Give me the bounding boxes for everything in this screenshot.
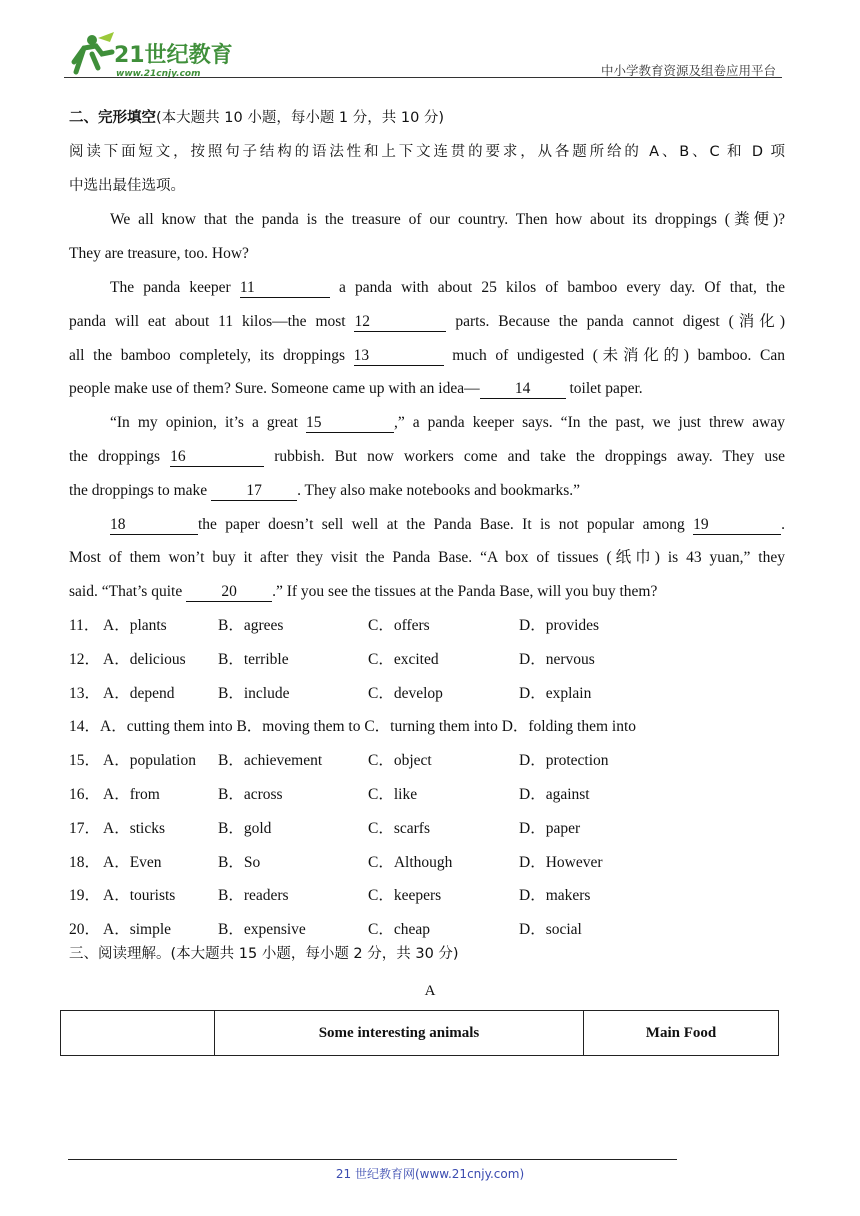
question-number: 18． [69, 853, 101, 871]
question-number: 15． [69, 752, 101, 770]
table-header-cell [61, 1011, 215, 1056]
passage-line: said. “That’s quite 20 .” If you see the tissues at the Panda Base, will you buy them? [69, 583, 658, 601]
svg-text:21世纪教育: 21世纪教育 [114, 43, 232, 68]
option-row-14[interactable]: 14．A．cutting them into B．moving them to C．turning them into D．folding them into [69, 718, 637, 736]
section-title: 二、完形填空(本大题共 10 小题，每小题 1 分，共 10 分) [69, 110, 445, 126]
question-number: 19． [69, 887, 101, 905]
option-row [69, 778, 785, 812]
blank-17[interactable]: 17 [211, 482, 297, 501]
blank-19[interactable]: 19 [693, 516, 781, 535]
option-c[interactable]: C．keepers [368, 887, 442, 905]
option-c[interactable]: C．object [368, 752, 432, 770]
option-a[interactable]: A．from [103, 785, 160, 803]
passage-line: Most of them won’t buy it after they visit the Panda Base. “A box of tissues (纸巾) is 43 yuan,” they [69, 549, 785, 567]
footer-link[interactable]: 21 世纪教育网(www.21cnjy.com) [335, 1167, 525, 1181]
option-row [69, 812, 785, 846]
option-d[interactable]: D．against [519, 785, 590, 803]
blank-13[interactable]: 13 [354, 347, 444, 366]
option-row [69, 879, 785, 913]
option-b[interactable]: B．readers [218, 887, 289, 905]
option-a[interactable]: A．Even [103, 853, 162, 871]
option-d[interactable]: D．social [519, 921, 582, 939]
option-c[interactable]: C．develop [368, 684, 443, 702]
site-logo [62, 32, 232, 80]
option-b[interactable]: B．across [218, 785, 283, 803]
table-header-cell: Some interesting animals [215, 1011, 584, 1056]
question-number: 11． [69, 616, 100, 634]
question-number: 20． [69, 921, 101, 939]
passage-line: panda will eat about 11 kilos—the most 12 parts. Because the panda cannot digest (消化) [69, 312, 785, 330]
question-number: 13． [69, 684, 101, 702]
option-d[interactable]: D．paper [519, 819, 581, 837]
blank-15[interactable]: 15 [306, 414, 394, 433]
option-a[interactable]: A．depend [103, 684, 175, 702]
option-a[interactable]: A．plants [103, 616, 167, 634]
table-header-row [61, 1011, 779, 1056]
question-number: 12． [69, 650, 101, 668]
footer-divider [68, 1159, 677, 1160]
instruction-line: 阅读下面短文，按照句子结构的语法性和上下文连贯的要求，从各题所给的 A、B、C 和 D 项 [69, 143, 785, 160]
blank-18[interactable]: 18 [110, 516, 198, 535]
blank-14[interactable]: 14 [480, 380, 566, 399]
option-c[interactable]: C．cheap [368, 921, 430, 939]
option-b[interactable]: B．achievement [218, 752, 323, 770]
cloze-section [69, 102, 785, 947]
option-c[interactable]: C．offers [368, 616, 430, 634]
option-b[interactable]: B．So [218, 853, 261, 871]
option-b[interactable]: B．gold [218, 819, 272, 837]
option-row [69, 643, 785, 677]
instruction-line: 中选出最佳选项。 [69, 177, 185, 194]
option-a[interactable]: A．tourists [103, 887, 176, 905]
table-header-cell: Main Food [584, 1011, 779, 1056]
passage-letter: A [424, 983, 436, 999]
svg-text:www.21cnjy.com: www.21cnjy.com [116, 69, 201, 79]
option-a[interactable]: A．simple [103, 921, 172, 939]
reading-section-title: 三、阅读理解。(本大题共 15 小题，每小题 2 分，共 30 分) [69, 946, 459, 962]
animals-table [60, 1010, 779, 1056]
header-platform-text: 中小学教育资源及组卷应用平台 [600, 63, 776, 78]
option-row [69, 609, 785, 643]
passage-line: “In my opinion, it’s a great 15 ,” a panda keeper says. “In the past, we just threw away [110, 414, 785, 432]
option-b[interactable]: B．include [218, 684, 290, 702]
option-d[interactable]: D．protection [519, 752, 609, 770]
option-d[interactable]: D．However [519, 853, 603, 871]
option-a[interactable]: A．population [103, 752, 196, 770]
blank-12[interactable]: 12 [354, 313, 446, 332]
blank-20[interactable]: 20 [186, 583, 272, 602]
option-b[interactable]: B．terrible [218, 650, 289, 668]
option-b[interactable]: B．expensive [218, 921, 306, 939]
option-row [69, 846, 785, 880]
blank-16[interactable]: 16 [170, 448, 264, 467]
passage-line: people make use of them? Sure. Someone came up with an idea— 14 toilet paper. [69, 380, 643, 398]
blank-11[interactable]: 11 [240, 279, 330, 298]
option-c[interactable]: C．scarfs [368, 819, 430, 837]
option-c[interactable]: C．excited [368, 650, 439, 668]
option-row [69, 744, 785, 778]
header-divider [64, 77, 782, 78]
passage-line: all the bamboo completely, its droppings 13 much of undigested (未消化的) bamboo. Can [69, 346, 785, 364]
option-a[interactable]: A．delicious [103, 650, 186, 668]
option-d[interactable]: D．nervous [519, 650, 595, 668]
passage-line: 18 the paper doesn’t sell well at the Panda Base. It is not popular among 19 . [110, 515, 785, 533]
option-c[interactable]: C．like [368, 785, 418, 803]
passage-line: They are treasure, too. How? [69, 245, 249, 263]
passage-line: the droppings 16 rubbish. But now workers come and take the droppings away. They use [69, 447, 786, 465]
option-a[interactable]: A．sticks [103, 819, 166, 837]
option-d[interactable]: D．explain [519, 684, 592, 702]
runner-icon [74, 32, 114, 72]
option-b[interactable]: B．agrees [218, 616, 284, 634]
question-number: 16． [69, 785, 101, 803]
passage-line: the droppings to make 17 . They also make notebooks and bookmarks.” [69, 481, 581, 499]
question-number: 17． [69, 819, 101, 837]
option-row [69, 677, 785, 711]
passage-line: The panda keeper 11 a panda with about 25 kilos of bamboo every day. Of that, the [110, 278, 785, 296]
option-d[interactable]: D．makers [519, 887, 591, 905]
option-c[interactable]: C．Although [368, 853, 453, 871]
passage-line: We all know that the panda is the treasure of our country. Then how about its droppings (粪便)? [110, 211, 785, 229]
option-d[interactable]: D．provides [519, 616, 600, 634]
